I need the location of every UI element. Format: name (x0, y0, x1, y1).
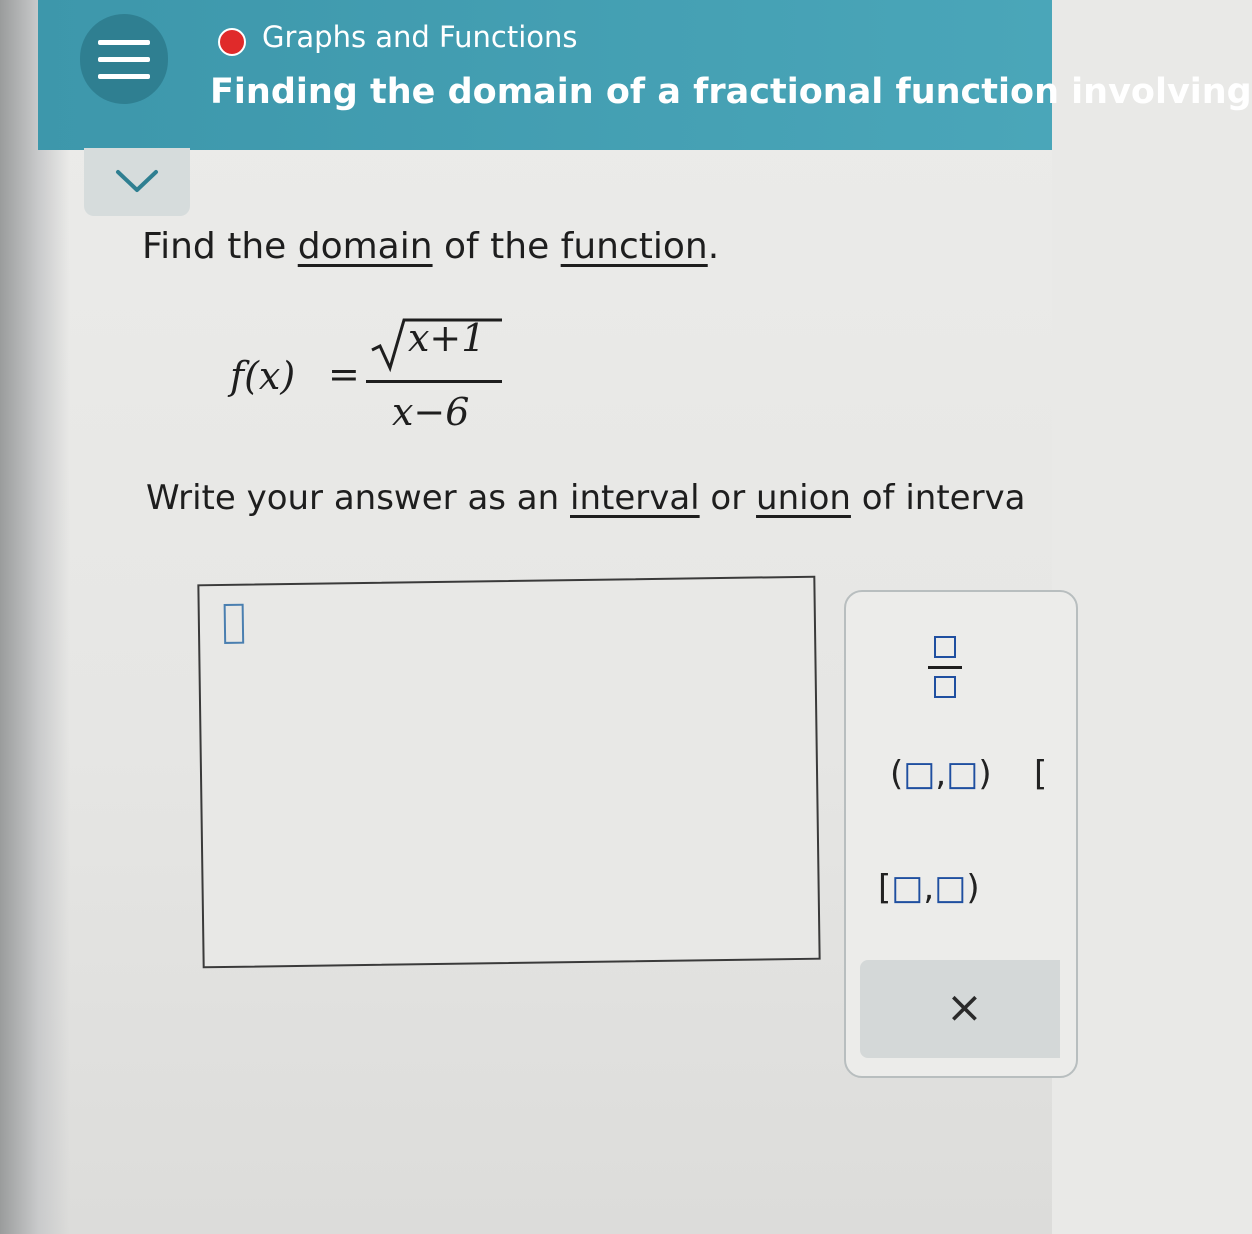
formula-lhs: f(x) (230, 354, 296, 398)
question-instruction (142, 226, 719, 267)
separator: , (923, 868, 935, 908)
menu-icon-bar (98, 74, 150, 79)
placeholder-box-icon: □ (891, 868, 924, 908)
instruction-text: Write your answer as an (146, 478, 570, 518)
formula-equals: = (328, 352, 360, 396)
bracket-right: ) (978, 754, 992, 794)
collapse-button[interactable] (84, 148, 190, 216)
closed-interval-button[interactable]: [ (1034, 754, 1048, 794)
domain-link[interactable]: domain (297, 226, 433, 267)
topic-title: Graphs and Functions (262, 20, 578, 54)
fraction-line (928, 666, 962, 669)
fraction-button[interactable] (906, 622, 986, 702)
subtopic-title: Finding the domain of a fractional function involving (210, 72, 1252, 112)
placeholder-box-icon: □ (946, 754, 979, 794)
answer-input[interactable] (197, 576, 820, 969)
bracket-left: ( (890, 754, 904, 794)
formula-numerator (370, 316, 502, 372)
open-interval-button[interactable] (890, 754, 992, 794)
answer-instruction (146, 478, 1026, 518)
bracket-right: ) (966, 868, 980, 908)
menu-button[interactable] (80, 14, 168, 104)
union-link[interactable]: union (756, 478, 851, 518)
menu-icon-bar (98, 57, 150, 62)
placeholder-box-icon: □ (934, 868, 967, 908)
instruction-text: of interva (850, 478, 1026, 518)
function-link[interactable]: function (560, 226, 708, 267)
placeholder-box-icon (934, 676, 956, 698)
page-edge-shadow (0, 0, 70, 1234)
close-icon: × (946, 982, 983, 1033)
interval-link[interactable]: interval (570, 478, 700, 518)
numerator-text: x+1 (408, 316, 486, 360)
placeholder-box-icon (934, 636, 956, 658)
instruction-text: of the (432, 226, 561, 267)
formula-denominator: x−6 (392, 390, 470, 434)
instruction-text: . (707, 226, 720, 267)
instruction-text: Find the (142, 226, 298, 267)
chevron-down-icon (114, 166, 160, 196)
clear-button[interactable] (860, 960, 1060, 1058)
instruction-text: or (699, 478, 757, 518)
placeholder-box-icon: □ (903, 754, 936, 794)
separator: , (935, 754, 947, 794)
closed-open-interval-button[interactable] (878, 868, 980, 908)
fraction-bar (366, 380, 502, 383)
bracket-left: [ (878, 868, 892, 908)
text-cursor-icon (224, 604, 245, 644)
menu-icon (98, 40, 150, 45)
status-dot-icon (218, 28, 246, 56)
